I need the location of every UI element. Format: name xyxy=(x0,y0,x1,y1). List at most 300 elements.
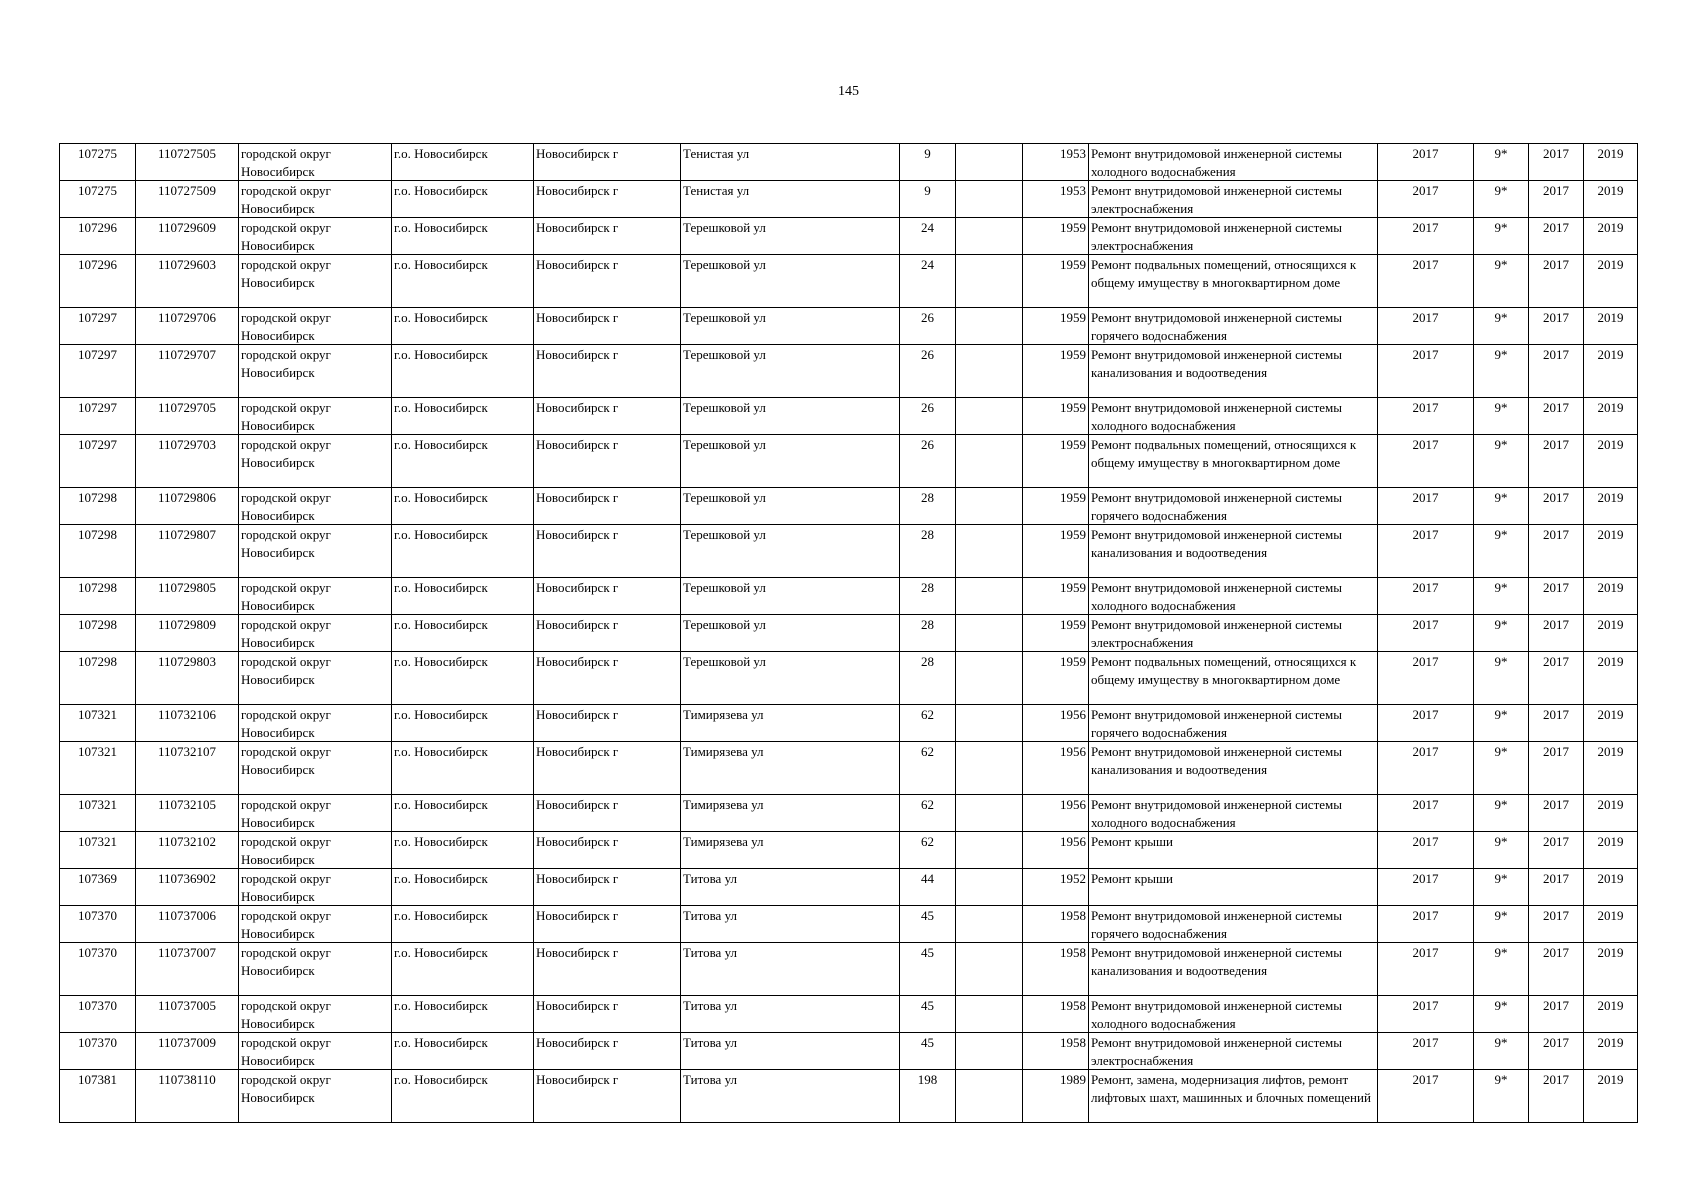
cell-house-number: 28 xyxy=(900,525,956,578)
cell-year-start: 2017 xyxy=(1529,345,1584,398)
cell-year-end: 2019 xyxy=(1584,652,1638,705)
cell-house-id: 107370 xyxy=(60,906,136,943)
cell-city: Новосибирск г xyxy=(534,996,681,1033)
cell-street: Тенистая ул xyxy=(681,144,900,181)
cell-street: Титова ул xyxy=(681,943,900,996)
cell-street: Титова ул xyxy=(681,869,900,906)
table-row xyxy=(60,615,1638,652)
cell-year-end: 2019 xyxy=(1584,525,1638,578)
cell-year-start: 2017 xyxy=(1529,398,1584,435)
cell-municipality: городской округ Новосибирск xyxy=(239,869,392,906)
cell-work-code: 110729707 xyxy=(136,345,239,398)
cell-house-number: 24 xyxy=(900,255,956,308)
cell-house-id: 107275 xyxy=(60,181,136,218)
cell-street: Тимирязева ул xyxy=(681,832,900,869)
cell-year-built: 1956 xyxy=(1023,705,1089,742)
cell-year-end: 2019 xyxy=(1584,218,1638,255)
cell-year-start: 2017 xyxy=(1529,525,1584,578)
cell-year-start: 2017 xyxy=(1529,906,1584,943)
cell-city: Новосибирск г xyxy=(534,144,681,181)
cell-street: Терешковой ул xyxy=(681,308,900,345)
cell-year-start: 2017 xyxy=(1529,255,1584,308)
cell-settlement: г.о. Новосибирск xyxy=(392,578,534,615)
cell-year-plan: 2017 xyxy=(1378,144,1474,181)
cell-city: Новосибирск г xyxy=(534,615,681,652)
cell-year-plan: 2017 xyxy=(1378,345,1474,398)
cell-year-plan: 2017 xyxy=(1378,742,1474,795)
cell-work-code: 110729806 xyxy=(136,488,239,525)
cell-code: 9* xyxy=(1474,255,1529,308)
cell-code: 9* xyxy=(1474,525,1529,578)
cell-year-plan: 2017 xyxy=(1378,1033,1474,1070)
cell-year-end: 2019 xyxy=(1584,345,1638,398)
cell-building xyxy=(956,1070,1023,1123)
cell-year-start: 2017 xyxy=(1529,652,1584,705)
cell-municipality: городской округ Новосибирск xyxy=(239,1033,392,1070)
cell-house-id: 107298 xyxy=(60,525,136,578)
cell-building xyxy=(956,795,1023,832)
cell-work-type: Ремонт внутридомовой инженерной системы холодного водоснабжения xyxy=(1089,578,1378,615)
cell-year-built: 1959 xyxy=(1023,652,1089,705)
cell-year-built: 1958 xyxy=(1023,943,1089,996)
cell-house-id: 107298 xyxy=(60,578,136,615)
cell-work-code: 110732105 xyxy=(136,795,239,832)
cell-year-plan: 2017 xyxy=(1378,1070,1474,1123)
cell-work-type: Ремонт внутридомовой инженерной системы канализования и водоотведения xyxy=(1089,345,1378,398)
cell-house-id: 107297 xyxy=(60,398,136,435)
cell-city: Новосибирск г xyxy=(534,488,681,525)
cell-year-start: 2017 xyxy=(1529,832,1584,869)
cell-year-plan: 2017 xyxy=(1378,615,1474,652)
cell-work-code: 110737005 xyxy=(136,996,239,1033)
cell-year-end: 2019 xyxy=(1584,144,1638,181)
cell-city: Новосибирск г xyxy=(534,869,681,906)
cell-municipality: городской округ Новосибирск xyxy=(239,906,392,943)
cell-building xyxy=(956,144,1023,181)
cell-year-built: 1959 xyxy=(1023,578,1089,615)
cell-street: Терешковой ул xyxy=(681,488,900,525)
cell-house-id: 107297 xyxy=(60,308,136,345)
cell-year-start: 2017 xyxy=(1529,308,1584,345)
table-row xyxy=(60,144,1638,181)
cell-year-start: 2017 xyxy=(1529,1070,1584,1123)
cell-work-type: Ремонт внутридомовой инженерной системы горячего водоснабжения xyxy=(1089,488,1378,525)
cell-settlement: г.о. Новосибирск xyxy=(392,943,534,996)
cell-city: Новосибирск г xyxy=(534,398,681,435)
cell-year-end: 2019 xyxy=(1584,615,1638,652)
cell-settlement: г.о. Новосибирск xyxy=(392,1033,534,1070)
cell-building xyxy=(956,345,1023,398)
page-number: 145 xyxy=(838,84,859,99)
cell-house-id: 107298 xyxy=(60,488,136,525)
cell-building xyxy=(956,181,1023,218)
cell-house-id: 107296 xyxy=(60,218,136,255)
cell-code: 9* xyxy=(1474,181,1529,218)
cell-year-start: 2017 xyxy=(1529,1033,1584,1070)
cell-municipality: городской округ Новосибирск xyxy=(239,181,392,218)
cell-street: Тимирязева ул xyxy=(681,795,900,832)
cell-work-code: 110729706 xyxy=(136,308,239,345)
cell-house-number: 62 xyxy=(900,705,956,742)
cell-year-plan: 2017 xyxy=(1378,705,1474,742)
table-row xyxy=(60,255,1638,308)
cell-house-number: 26 xyxy=(900,308,956,345)
cell-work-type: Ремонт внутридомовой инженерной системы холодного водоснабжения xyxy=(1089,144,1378,181)
cell-year-built: 1959 xyxy=(1023,525,1089,578)
cell-year-start: 2017 xyxy=(1529,181,1584,218)
cell-city: Новосибирск г xyxy=(534,181,681,218)
cell-city: Новосибирск г xyxy=(534,832,681,869)
table-row xyxy=(60,1070,1638,1123)
cell-year-end: 2019 xyxy=(1584,255,1638,308)
cell-year-built: 1959 xyxy=(1023,255,1089,308)
cell-year-plan: 2017 xyxy=(1378,525,1474,578)
cell-year-plan: 2017 xyxy=(1378,181,1474,218)
cell-code: 9* xyxy=(1474,144,1529,181)
cell-house-number: 28 xyxy=(900,488,956,525)
cell-municipality: городской округ Новосибирск xyxy=(239,144,392,181)
cell-settlement: г.о. Новосибирск xyxy=(392,435,534,488)
table-row xyxy=(60,488,1638,525)
table-row xyxy=(60,218,1638,255)
cell-settlement: г.о. Новосибирск xyxy=(392,705,534,742)
cell-year-built: 1959 xyxy=(1023,398,1089,435)
cell-city: Новосибирск г xyxy=(534,1033,681,1070)
cell-work-type: Ремонт внутридомовой инженерной системы холодного водоснабжения xyxy=(1089,996,1378,1033)
cell-year-plan: 2017 xyxy=(1378,869,1474,906)
cell-year-plan: 2017 xyxy=(1378,943,1474,996)
cell-settlement: г.о. Новосибирск xyxy=(392,308,534,345)
cell-building xyxy=(956,832,1023,869)
cell-city: Новосибирск г xyxy=(534,943,681,996)
cell-year-plan: 2017 xyxy=(1378,906,1474,943)
cell-work-type: Ремонт внутридомовой инженерной системы канализования и водоотведения xyxy=(1089,943,1378,996)
cell-work-code: 110729609 xyxy=(136,218,239,255)
cell-city: Новосибирск г xyxy=(534,435,681,488)
cell-city: Новосибирск г xyxy=(534,308,681,345)
cell-street: Титова ул xyxy=(681,1033,900,1070)
cell-code: 9* xyxy=(1474,996,1529,1033)
cell-work-code: 110729705 xyxy=(136,398,239,435)
table-row xyxy=(60,578,1638,615)
cell-street: Терешковой ул xyxy=(681,525,900,578)
cell-year-plan: 2017 xyxy=(1378,652,1474,705)
cell-house-number: 28 xyxy=(900,578,956,615)
cell-municipality: городской округ Новосибирск xyxy=(239,705,392,742)
cell-year-end: 2019 xyxy=(1584,1070,1638,1123)
cell-house-id: 107370 xyxy=(60,996,136,1033)
cell-building xyxy=(956,652,1023,705)
cell-code: 9* xyxy=(1474,906,1529,943)
cell-work-code: 110737007 xyxy=(136,943,239,996)
cell-street: Терешковой ул xyxy=(681,398,900,435)
cell-year-start: 2017 xyxy=(1529,435,1584,488)
cell-work-code: 110729805 xyxy=(136,578,239,615)
cell-settlement: г.о. Новосибирск xyxy=(392,345,534,398)
cell-street: Титова ул xyxy=(681,906,900,943)
table-row xyxy=(60,525,1638,578)
cell-building xyxy=(956,255,1023,308)
cell-municipality: городской округ Новосибирск xyxy=(239,255,392,308)
cell-year-end: 2019 xyxy=(1584,488,1638,525)
cell-year-built: 1956 xyxy=(1023,832,1089,869)
cell-building xyxy=(956,615,1023,652)
cell-code: 9* xyxy=(1474,869,1529,906)
cell-house-number: 62 xyxy=(900,795,956,832)
cell-code: 9* xyxy=(1474,308,1529,345)
cell-house-number: 9 xyxy=(900,144,956,181)
cell-building xyxy=(956,488,1023,525)
table-row xyxy=(60,1033,1638,1070)
table-row xyxy=(60,795,1638,832)
cell-work-type: Ремонт подвальных помещений, относящихся к общему имуществу в многоквартирном доме xyxy=(1089,435,1378,488)
cell-year-end: 2019 xyxy=(1584,795,1638,832)
cell-work-code: 110737009 xyxy=(136,1033,239,1070)
cell-building xyxy=(956,398,1023,435)
cell-work-type: Ремонт, замена, модернизация лифтов, ремонт лифтовых шахт, машинных и блочных помещений xyxy=(1089,1070,1378,1123)
cell-settlement: г.о. Новосибирск xyxy=(392,488,534,525)
cell-work-code: 110729803 xyxy=(136,652,239,705)
cell-house-number: 24 xyxy=(900,218,956,255)
cell-street: Терешковой ул xyxy=(681,255,900,308)
cell-municipality: городской округ Новосибирск xyxy=(239,345,392,398)
cell-city: Новосибирск г xyxy=(534,1070,681,1123)
cell-year-start: 2017 xyxy=(1529,996,1584,1033)
cell-house-number: 62 xyxy=(900,742,956,795)
cell-year-end: 2019 xyxy=(1584,869,1638,906)
cell-year-end: 2019 xyxy=(1584,308,1638,345)
cell-settlement: г.о. Новосибирск xyxy=(392,742,534,795)
cell-house-number: 28 xyxy=(900,615,956,652)
cell-municipality: городской округ Новосибирск xyxy=(239,308,392,345)
cell-street: Терешковой ул xyxy=(681,652,900,705)
cell-house-id: 107321 xyxy=(60,832,136,869)
cell-code: 9* xyxy=(1474,615,1529,652)
cell-municipality: городской округ Новосибирск xyxy=(239,488,392,525)
cell-building xyxy=(956,1033,1023,1070)
cell-street: Терешковой ул xyxy=(681,218,900,255)
cell-house-number: 26 xyxy=(900,345,956,398)
cell-city: Новосибирск г xyxy=(534,578,681,615)
cell-work-type: Ремонт подвальных помещений, относящихся к общему имуществу в многоквартирном доме xyxy=(1089,255,1378,308)
cell-work-code: 110729603 xyxy=(136,255,239,308)
cell-year-end: 2019 xyxy=(1584,906,1638,943)
cell-house-id: 107297 xyxy=(60,345,136,398)
cell-year-start: 2017 xyxy=(1529,578,1584,615)
cell-municipality: городской округ Новосибирск xyxy=(239,996,392,1033)
cell-year-plan: 2017 xyxy=(1378,255,1474,308)
cell-house-id: 107321 xyxy=(60,742,136,795)
cell-street: Титова ул xyxy=(681,1070,900,1123)
cell-work-type: Ремонт внутридомовой инженерной системы канализования и водоотведения xyxy=(1089,742,1378,795)
cell-year-built: 1956 xyxy=(1023,742,1089,795)
cell-code: 9* xyxy=(1474,578,1529,615)
cell-work-code: 110729809 xyxy=(136,615,239,652)
cell-building xyxy=(956,578,1023,615)
table-row xyxy=(60,869,1638,906)
cell-street: Терешковой ул xyxy=(681,435,900,488)
cell-year-end: 2019 xyxy=(1584,181,1638,218)
cell-settlement: г.о. Новосибирск xyxy=(392,255,534,308)
cell-municipality: городской округ Новосибирск xyxy=(239,525,392,578)
cell-settlement: г.о. Новосибирск xyxy=(392,832,534,869)
cell-house-number: 45 xyxy=(900,906,956,943)
cell-house-number: 45 xyxy=(900,996,956,1033)
table-row xyxy=(60,652,1638,705)
cell-municipality: городской округ Новосибирск xyxy=(239,218,392,255)
cell-code: 9* xyxy=(1474,398,1529,435)
cell-municipality: городской округ Новосибирск xyxy=(239,652,392,705)
cell-settlement: г.о. Новосибирск xyxy=(392,398,534,435)
cell-year-start: 2017 xyxy=(1529,615,1584,652)
cell-street: Тимирязева ул xyxy=(681,705,900,742)
cell-work-type: Ремонт внутридомовой инженерной системы электроснабжения xyxy=(1089,181,1378,218)
cell-year-built: 1952 xyxy=(1023,869,1089,906)
cell-year-plan: 2017 xyxy=(1378,308,1474,345)
cell-work-type: Ремонт внутридомовой инженерной системы холодного водоснабжения xyxy=(1089,398,1378,435)
cell-building xyxy=(956,996,1023,1033)
cell-year-built: 1989 xyxy=(1023,1070,1089,1123)
cell-city: Новосибирск г xyxy=(534,742,681,795)
cell-building xyxy=(956,308,1023,345)
cell-municipality: городской округ Новосибирск xyxy=(239,832,392,869)
cell-work-code: 110738110 xyxy=(136,1070,239,1123)
cell-municipality: городской округ Новосибирск xyxy=(239,435,392,488)
table-row xyxy=(60,705,1638,742)
cell-work-type: Ремонт внутридомовой инженерной системы холодного водоснабжения xyxy=(1089,795,1378,832)
cell-settlement: г.о. Новосибирск xyxy=(392,996,534,1033)
cell-work-type: Ремонт крыши xyxy=(1089,869,1378,906)
cell-house-number: 45 xyxy=(900,943,956,996)
cell-house-id: 107296 xyxy=(60,255,136,308)
cell-year-start: 2017 xyxy=(1529,144,1584,181)
cell-year-end: 2019 xyxy=(1584,996,1638,1033)
cell-year-plan: 2017 xyxy=(1378,578,1474,615)
cell-settlement: г.о. Новосибирск xyxy=(392,652,534,705)
cell-municipality: городской округ Новосибирск xyxy=(239,1070,392,1123)
cell-year-start: 2017 xyxy=(1529,705,1584,742)
cell-street: Терешковой ул xyxy=(681,615,900,652)
cell-city: Новосибирск г xyxy=(534,218,681,255)
cell-year-plan: 2017 xyxy=(1378,398,1474,435)
cell-house-number: 44 xyxy=(900,869,956,906)
cell-house-id: 107370 xyxy=(60,1033,136,1070)
cell-year-plan: 2017 xyxy=(1378,996,1474,1033)
cell-work-type: Ремонт внутридомовой инженерной системы канализования и водоотведения xyxy=(1089,525,1378,578)
cell-work-code: 110732106 xyxy=(136,705,239,742)
cell-year-built: 1953 xyxy=(1023,144,1089,181)
cell-settlement: г.о. Новосибирск xyxy=(392,218,534,255)
cell-settlement: г.о. Новосибирск xyxy=(392,181,534,218)
cell-year-plan: 2017 xyxy=(1378,218,1474,255)
table-row xyxy=(60,308,1638,345)
table-row xyxy=(60,996,1638,1033)
table-row xyxy=(60,832,1638,869)
cell-work-code: 110737006 xyxy=(136,906,239,943)
table-row xyxy=(60,435,1638,488)
cell-municipality: городской округ Новосибирск xyxy=(239,615,392,652)
cell-work-type: Ремонт внутридомовой инженерной системы горячего водоснабжения xyxy=(1089,906,1378,943)
table-row xyxy=(60,906,1638,943)
cell-settlement: г.о. Новосибирск xyxy=(392,795,534,832)
cell-year-end: 2019 xyxy=(1584,435,1638,488)
cell-year-built: 1959 xyxy=(1023,345,1089,398)
cell-building xyxy=(956,218,1023,255)
cell-year-built: 1953 xyxy=(1023,181,1089,218)
cell-year-end: 2019 xyxy=(1584,943,1638,996)
cell-building xyxy=(956,742,1023,795)
cell-year-end: 2019 xyxy=(1584,578,1638,615)
table-row xyxy=(60,398,1638,435)
cell-code: 9* xyxy=(1474,1033,1529,1070)
cell-year-start: 2017 xyxy=(1529,488,1584,525)
cell-code: 9* xyxy=(1474,795,1529,832)
cell-code: 9* xyxy=(1474,705,1529,742)
cell-house-id: 107370 xyxy=(60,943,136,996)
cell-house-number: 26 xyxy=(900,435,956,488)
cell-year-plan: 2017 xyxy=(1378,488,1474,525)
cell-year-built: 1958 xyxy=(1023,1033,1089,1070)
cell-year-start: 2017 xyxy=(1529,742,1584,795)
cell-year-end: 2019 xyxy=(1584,832,1638,869)
cell-house-id: 107297 xyxy=(60,435,136,488)
cell-house-number: 198 xyxy=(900,1070,956,1123)
cell-house-number: 26 xyxy=(900,398,956,435)
cell-code: 9* xyxy=(1474,943,1529,996)
cell-code: 9* xyxy=(1474,742,1529,795)
cell-house-id: 107298 xyxy=(60,615,136,652)
cell-code: 9* xyxy=(1474,435,1529,488)
cell-year-plan: 2017 xyxy=(1378,832,1474,869)
table-body xyxy=(60,144,1638,1123)
cell-settlement: г.о. Новосибирск xyxy=(392,615,534,652)
cell-building xyxy=(956,435,1023,488)
cell-street: Терешковой ул xyxy=(681,345,900,398)
cell-work-type: Ремонт внутридомовой инженерной системы электроснабжения xyxy=(1089,218,1378,255)
cell-code: 9* xyxy=(1474,832,1529,869)
table-row xyxy=(60,742,1638,795)
cell-settlement: г.о. Новосибирск xyxy=(392,906,534,943)
cell-code: 9* xyxy=(1474,345,1529,398)
cell-year-end: 2019 xyxy=(1584,705,1638,742)
cell-work-type: Ремонт внутридомовой инженерной системы электроснабжения xyxy=(1089,1033,1378,1070)
cell-year-built: 1959 xyxy=(1023,308,1089,345)
cell-settlement: г.о. Новосибирск xyxy=(392,144,534,181)
cell-work-type: Ремонт внутридомовой инженерной системы электроснабжения xyxy=(1089,615,1378,652)
cell-house-id: 107298 xyxy=(60,652,136,705)
cell-year-end: 2019 xyxy=(1584,1033,1638,1070)
table-row xyxy=(60,181,1638,218)
cell-house-id: 107369 xyxy=(60,869,136,906)
table-row xyxy=(60,943,1638,996)
cell-work-type: Ремонт подвальных помещений, относящихся к общему имуществу в многоквартирном доме xyxy=(1089,652,1378,705)
cell-city: Новосибирск г xyxy=(534,795,681,832)
cell-work-code: 110729807 xyxy=(136,525,239,578)
cell-year-built: 1959 xyxy=(1023,488,1089,525)
cell-code: 9* xyxy=(1474,488,1529,525)
cell-code: 9* xyxy=(1474,1070,1529,1123)
cell-year-built: 1959 xyxy=(1023,615,1089,652)
cell-work-type: Ремонт внутридомовой инженерной системы горячего водоснабжения xyxy=(1089,705,1378,742)
cell-year-end: 2019 xyxy=(1584,398,1638,435)
cell-building xyxy=(956,525,1023,578)
cell-work-type: Ремонт внутридомовой инженерной системы горячего водоснабжения xyxy=(1089,308,1378,345)
cell-building xyxy=(956,869,1023,906)
cell-city: Новосибирск г xyxy=(534,652,681,705)
cell-code: 9* xyxy=(1474,652,1529,705)
table-row xyxy=(60,345,1638,398)
cell-city: Новосибирск г xyxy=(534,345,681,398)
